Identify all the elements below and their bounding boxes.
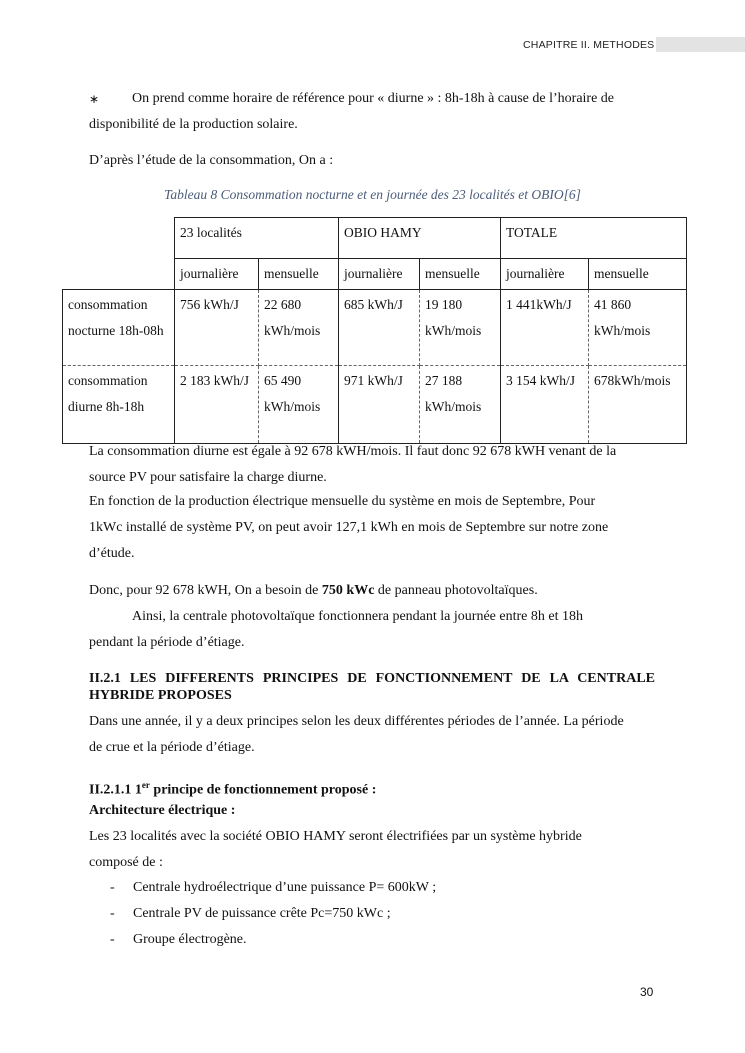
group-header: 23 localités: [175, 218, 339, 259]
p5-pre: Donc, pour 92 678 kWH, On a besoin de: [89, 583, 322, 598]
subheader-cell: journalière: [501, 259, 589, 290]
paragraph-7-line-1: Dans une année, il y a deux principes selon les deux différentes périodes de l’année. La période: [89, 714, 624, 729]
paragraph-8-line-1: Les 23 localités avec la société OBIO HAMY seront électrifiées par un système hybride: [89, 829, 582, 844]
paragraph-4-line-3: d’étude.: [89, 546, 135, 561]
section-heading: II.2.1 LES DIFFERENTS PRINCIPES DE FONCTIONNEMENT DE LA CENTRALE HYBRIDE PROPOSES: [89, 671, 655, 703]
subsection-pre: II.2.1.1 1: [89, 782, 142, 798]
table-cell: 1 441kWh/J: [501, 290, 589, 366]
empty-corner: [63, 259, 175, 290]
p5-bold: 750 kWc: [321, 583, 375, 598]
list-item: [110, 880, 436, 896]
table-caption: Tableau 8 Consommation nocturne et en journée des 23 localités et OBIO[6]: [164, 187, 581, 202]
paragraph-6-line-1: Ainsi, la centrale photovoltaïque fonctionnera pendant la journée entre 8h et 18h: [132, 609, 583, 624]
paragraph-4-line-1: En fonction de la production électrique mensuelle du système en mois de Septembre, Pour: [89, 494, 596, 509]
table-cell: 2 183 kWh/J: [175, 366, 259, 444]
table-cell: 22 680 kWh/mois: [259, 290, 339, 366]
row-label: consommation nocturne 18h-08h: [63, 290, 175, 366]
dash-icon: -: [110, 932, 115, 947]
architecture-heading: Architecture électrique :: [89, 803, 236, 818]
dash-icon: -: [110, 906, 115, 921]
subheader-cell: journalière: [175, 259, 259, 290]
table-cell: 678kWh/mois: [589, 366, 687, 444]
subheader-cell: mensuelle: [420, 259, 501, 290]
subheader-cell: mensuelle: [259, 259, 339, 290]
paragraph-4-line-2: 1kWc installé de système PV, on peut avoir 127,1 kWh en mois de Septembre sur notre zone: [89, 520, 609, 535]
page-number: 30: [640, 985, 654, 999]
paragraph-7-line-2: de crue et la période d’étiage.: [89, 740, 255, 755]
paragraph-1-line-1: On prend comme horaire de référence pour « diurne » : 8h-18h à cause de l’horaire de: [132, 91, 615, 106]
row-label: consommation diurne 8h-18h: [63, 366, 175, 444]
subheader-cell: journalière: [339, 259, 420, 290]
list-item-text: Groupe électrogène.: [133, 932, 247, 947]
table-cell: 65 490 kWh/mois: [259, 366, 339, 444]
paragraph-3-line-2: source PV pour satisfaire la charge diurne.: [89, 470, 327, 485]
paragraph-6-line-2: pendant la période d’étiage.: [89, 635, 245, 650]
bullet-icon: ∗: [89, 92, 100, 106]
group-header: TOTALE: [501, 218, 687, 259]
consumption-table: [62, 217, 687, 444]
paragraph-2: D’après l’étude de la consommation, On a :: [89, 153, 334, 168]
table-cell: 971 kWh/J: [339, 366, 420, 444]
table-cell: 19 180 kWh/mois: [420, 290, 501, 366]
table-cell: 41 860 kWh/mois: [589, 290, 687, 366]
paragraph-1-line-2: disponibilité de la production solaire.: [89, 117, 298, 132]
list-item-text: Centrale PV de puissance crête Pc=750 kWc ;: [133, 906, 391, 921]
dash-icon: -: [110, 880, 115, 895]
table-cell: 685 kWh/J: [339, 290, 420, 366]
table-cell: 756 kWh/J: [175, 290, 259, 366]
empty-corner: [63, 218, 175, 259]
paragraph-3-line-1: La consommation diurne est égale à 92 678 kWH/mois. Il faut donc 92 678 kWH venant de la: [89, 444, 617, 459]
table-cell: 3 154 kWh/J: [501, 366, 589, 444]
table-cell: 27 188 kWh/mois: [420, 366, 501, 444]
list-item: [110, 906, 391, 922]
paragraph-5: [89, 578, 655, 604]
running-header: CHAPITRE II. METHODES: [523, 39, 655, 51]
subsection-post: principe de fonctionnement proposé :: [149, 782, 377, 798]
p5-post: de panneau photovoltaïques.: [374, 583, 538, 598]
header-bar: [656, 37, 745, 52]
paragraph-8-line-2: composé de :: [89, 855, 163, 870]
group-header: OBIO HAMY: [339, 218, 501, 259]
subheader-cell: mensuelle: [589, 259, 687, 290]
list-item-text: Centrale hydroélectrique d’une puissance P= 600kW ;: [133, 880, 437, 895]
subsection-sup: er: [141, 780, 150, 790]
list-item: [110, 932, 247, 948]
